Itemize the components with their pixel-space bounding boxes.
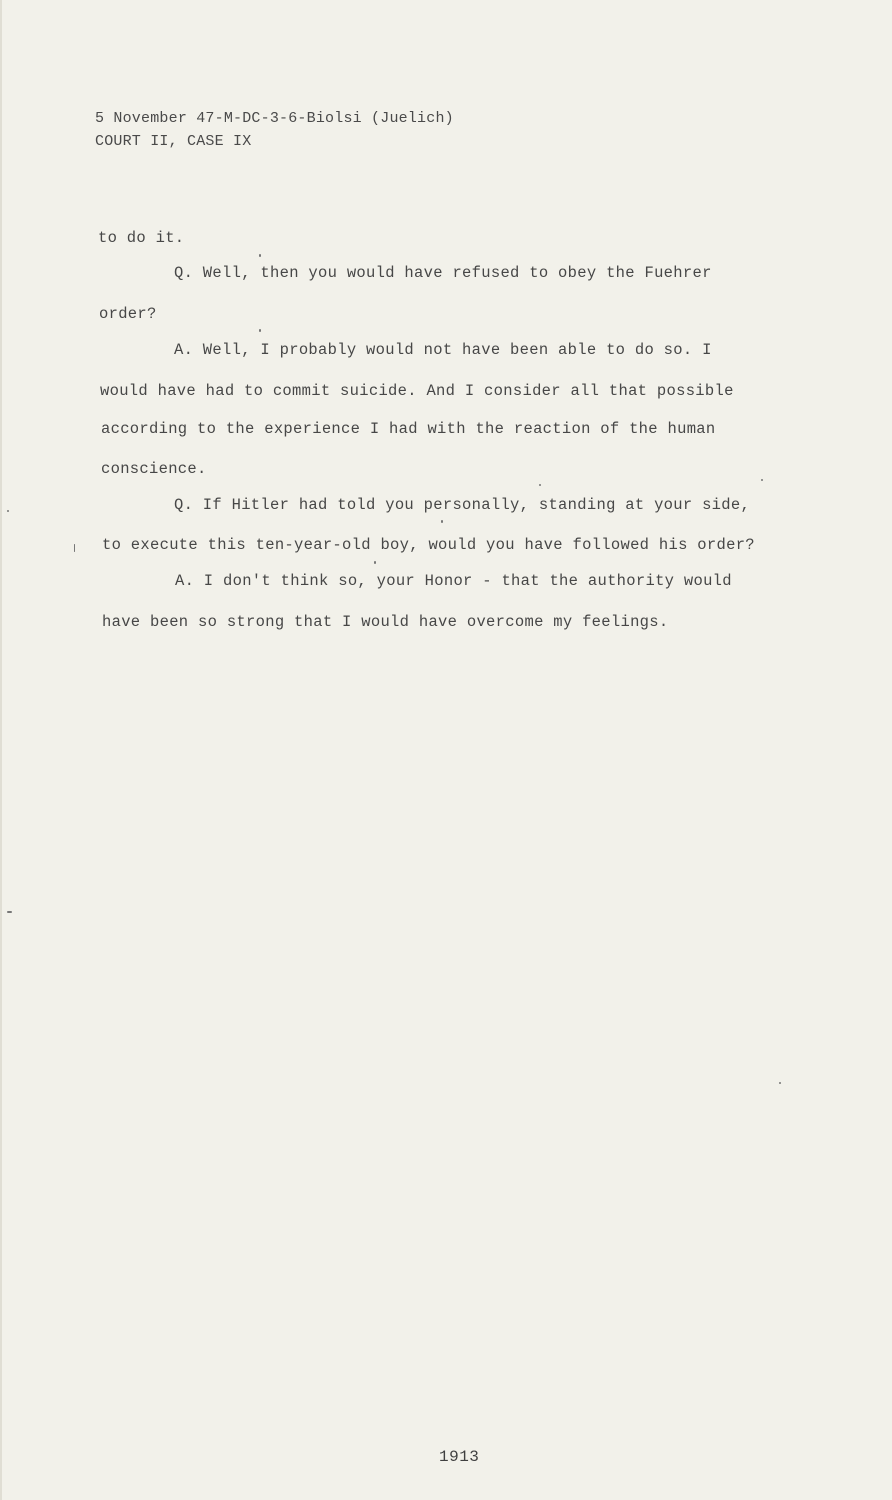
transcript-line: conscience. (101, 460, 207, 478)
transcript-line: Q. Well, then you would have refused to obey the Fuehrer (174, 264, 712, 282)
scan-speck (74, 544, 75, 552)
scan-speck (761, 479, 763, 481)
transcript-line: to do it. (98, 229, 185, 247)
scan-speck (259, 254, 261, 257)
page-number: 1913 (439, 1448, 480, 1466)
transcript-line: have been so strong that I would have overcome my feelings. (102, 613, 669, 631)
transcript-line: to execute this ten-year-old boy, would you have followed his order? (102, 536, 755, 554)
scan-speck (539, 484, 541, 486)
transcript-line: order? (99, 305, 157, 323)
transcript-line: would have had to commit suicide. And I consider all that possible (100, 382, 734, 400)
transcript-line: A. Well, I probably would not have been able to do so. I (174, 341, 712, 359)
transcript-line: A. I don't think so, your Honor - that the authority would (175, 572, 732, 590)
scan-speck (259, 329, 261, 332)
scan-speck (7, 510, 9, 512)
transcript-line: Q. If Hitler had told you personally, standing at your side, (174, 496, 751, 514)
scan-speck (374, 561, 376, 564)
header-line-court-case: COURT II, CASE IX (95, 133, 252, 150)
scan-speck (7, 911, 12, 913)
header-line-date-reference: 5 November 47-M-DC-3-6-Biolsi (Juelich) (95, 110, 454, 127)
scan-speck (779, 1082, 781, 1084)
scan-speck (441, 520, 443, 523)
transcript-line: according to the experience I had with the reaction of the human (101, 420, 716, 438)
